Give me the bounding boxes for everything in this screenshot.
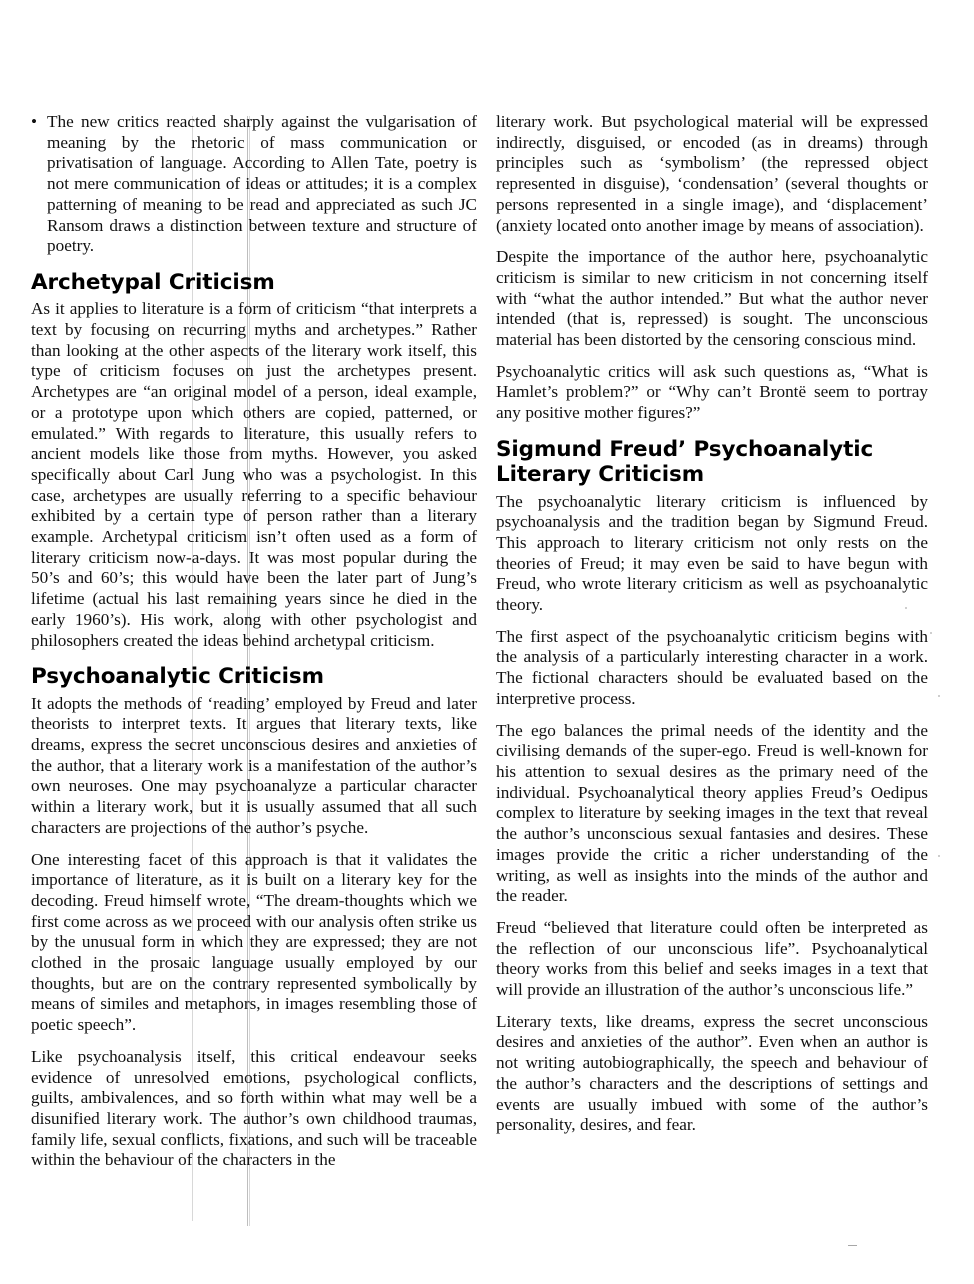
paragraph-literature-reflection-unconscious: Freud “believed that literature could often be interpreted as the reflection of our unconscious life”. Psychoanalytical theory works from this belief and seeks images in a text that will provide an illustration of the author’s unconscious life.”: [496, 917, 928, 1000]
two-column-body: [0, 112, 974, 1171]
left-column: [0, 112, 496, 1171]
paragraph-despite-importance-author: Despite the importance of the author here, psychoanalytic criticism is similar to new criticism in not concerning itself with “what the author intended.” But what the author never intended (that is, repressed) is sought. The unconscious material has been distorted by the censoring conscious mind.: [496, 247, 928, 350]
paragraph-critic-questions: Psychoanalytic critics will ask such questions as, “What is Hamlet’s problem?” or “Why can’t Brontë seem to portray any positive mother figures?”: [496, 361, 928, 423]
paragraph-unresolved-emotions: Like psychoanalysis itself, this critical endeavour seeks evidence of unresolved emotions, psychological conflicts, guilts, ambivalences, and so forth within what may well be a disunified literary work. The author’s own childhood traumas, family life, sexual conflicts, fixations, and such will be traceable within the behaviour of the characters in the: [31, 1046, 477, 1170]
right-column: [496, 112, 974, 1171]
paragraph-psychoanalytic-methods: It adopts the methods of ‘reading’ employed by Freud and later theorists to interpret texts. It argues that literary texts, like dreams, express the secret unconscious desires and anxieties of the author, that a literary work is a manifestation of the author’s own neuroses. One may psychoanalyze a particular character within a literary work, but it is usually assumed that all such characters are projections of the author’s psyche.: [31, 693, 477, 837]
scan-dash-artifact: [848, 1245, 857, 1246]
paragraph-archetypal-criticism: As it applies to literature is a form of criticism “that interprets a text by focusing on recurring myths and archetypes.” Rather than looking at the other aspects of the literary work itself, this type of criticism focuses on just the archetypes present. Archetypes are “an original model of a person, ideal example, or a prototype upon which others are copied, patterned, or emulated.” With regards to literature, this usually refers to ancient models like those from myths. However, you asked specifically about Carl Jung who was a psychologist. In this case, archetypes are usually referring to a specific behaviour exhibited by a certain type of person rather than a literary example. Archetypal criticism isn’t often used as a form of literary criticism now-a-days. It was most popular during the 50’s and 60’s; this would have been the later part of Jung’s lifetime (actual his last remaining years since he died in the early 1960’s). His work, along with other psychologist and philosophers created the ideas behind archetypal criticism.: [31, 299, 477, 650]
heading-sigmund-freud-psychoanalytic-literary-criticism: Sigmund Freud’ Psychoanalytic Literary Criticism: [496, 436, 874, 488]
paragraph-first-aspect-character-analysis: The first aspect of the psychoanalytic criticism begins with the analysis of a particularly interesting character in a work. The fictional characters should be evaluated based on the interpretive process.: [496, 626, 928, 708]
paragraph-ego-superego-oedipus: The ego balances the primal needs of the identity and the civilising demands of the super-ego. Freud is well-known for his attention to sexual desires as the primary need of the individual. Psychoanalytical theory applies Freud’s Oedipus complex to literature by seeking images in the text that reveal the author’s unconscious sexual fantasies and desires. These images provide the critic a richer understanding of the writing, as well as insights into the minds of the author and the reader.: [496, 720, 928, 906]
paragraph-freud-dream-thoughts-quote: One interesting facet of this approach is that it validates the importance of literature, as it is built on a literary key for the decoding. Freud himself wrote, “The dream-thoughts which we first come across as we proceed with our analysis often strike us by the unusual form in which they are expressed; they are not clothed in the prosaic language usually employed by our thoughts, but are on the contrary represented symbolically by means of similes and metaphors, in images resembling those of poetic speech”.: [31, 849, 477, 1035]
bullet-paragraph: The new critics reacted sharply against the vulgarisation of meaning by the rhetoric of mass communication or privatisation of language. According to Allen Tate, poetry is not mere communication of ideas or attitudes; it is a complex patterning of meaning to be read and appreciated as such JC Ransom draws a distinction between texture and structure of poetry.: [47, 112, 477, 256]
bullet-point-icon: •: [31, 112, 38, 131]
bullet-list-item: [31, 112, 477, 257]
paragraph-continuation-literary-work: literary work. But psychological material will be expressed indirectly, disguised, or encoded (as in dreams) through principles such as ‘symbolism’ (the repressed object represented in disguise), ‘condensation’ (several thoughts or persons represented in a single image), and ‘displacement’ (anxiety located onto another image by means of association).: [496, 112, 928, 235]
paragraph-freud-influence: The psychoanalytic literary criticism is influenced by psychoanalysis and the tradition began by Sigmund Freud. This approach to literary criticism not only rests on the theories of Freud; it may even be said to have begun with Freud, who wrote literary criticism as well as psychoanalytic theory.: [496, 491, 928, 615]
paragraph-literary-texts-like-dreams: Literary texts, like dreams, express the secret unconscious desires and anxieties of the author”. Even when an author is not writing autobiographically, the speech and behaviour of the author’s characters and the descriptions of settings and events are usually imbued with some of the author’s personality, desires, and fear.: [496, 1011, 928, 1135]
heading-psychoanalytic-criticism: Psychoanalytic Criticism: [31, 664, 324, 690]
heading-archetypal-criticism: Archetypal Criticism: [31, 269, 275, 295]
